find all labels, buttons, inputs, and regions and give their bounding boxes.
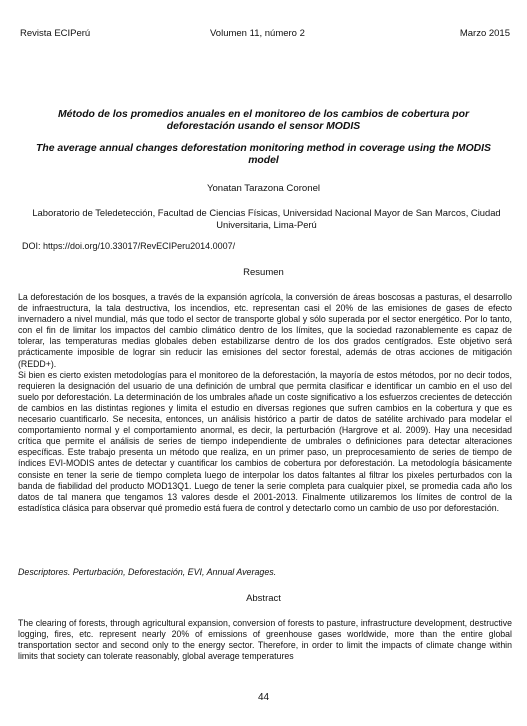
resumen-paragraph-1: La deforestación de los bosques, a través de la expansión agrícola, la conversión de áreas boscosas a pasturas, el desarrollo de infraestructura, la tala destructiva, los incendios, etc. representan casi el 20% de las emisiones de gases de efecto invernadero a nivel mundial, más que todo el sector de transporte global y sólo superada por el sector energético. Por lo tanto, con el fin de limitar los impactos del cambio climático dentro de los límites, que la sociedad razonablemente es capaz de tolerar, las temperaturas medias globales deben estabilizarse dentro de los dos grados centígrados. Este objetivo será prácticamente imposible de lograr sin reducir las emisiones del sector forestal, además de otras acciones de mitigación (REDD+). [18,292,512,369]
resumen-heading: Resumen [243,267,284,278]
title-english: The average annual changes deforestation monitoring method in coverage using the MODIS model [36,143,491,166]
author-affiliation: Laboratorio de Teledetección, Facultad de Ciencias Físicas, Universidad Nacional Mayor de San Marcos, Ciudad Universitaria, Lima-Perú [32,207,501,230]
abstract-heading: Abstract [246,593,281,604]
running-header [20,28,510,42]
keywords-line: Descriptores. Perturbación, Deforestación, EVI, Annual Averages. [18,567,277,577]
resumen-paragraph-2: Si bien es cierto existen metodologías para el monitoreo de la deforestación, la mayoría de estos métodos, por no decir todos, requieren la designación del usuario de una definición de umbral que permita clasificar e identificar un cambio en el uso del suelo por deforestación. La determinación de los umbrales añade un coste significativo a los esfuerzos crecientes de detección de cambios en las distintas regiones y limita el estudio en diversas regiones que sufren cambios en la cobertura y que es necesario cuantificarlo. Se necesita, entonces, un análisis histórico a partir de datos de satélite archivado para modelar el comportamiento normal y el comportamiento anormal, es decir, la perturbación (Hargrove et al. 2009). Hay una necesidad crítica que permite el análisis de series de tiempo independiente de umbrales o definiciones para detectar alteraciones específicas. Este trabajo presenta un método que realiza, en un primer paso, un preprocesamiento de series de tiempo de índices EVI-MODIS antes de detectar y cuantificar los cambios de cobertura por deforestación. La metodología básicamente consiste en tener la serie de tiempo completa luego de interpolar los datos faltantes al filtrar los pixeles perturbados con la banda de fiabilidad del producto MOD13Q1. Luego de tener la serie completa para cualquier pixel, se promedia cada año los datos de tal manera que tengamos 13 valores desde el 2001-2013. Finalmente utilizaremos los límites de control de la estadística clásica para observar qué promedio está fuera de control y detectarlo como un cambio de uso por deforestación. [18,369,512,513]
author-name: Yonatan Tarazona Coronel [206,183,321,194]
page-number: 44 [257,692,270,703]
title-spanish: Método de los promedios anuales en el monitoreo de los cambios de cobertura por deforestación usando el sensor MODIS [57,109,470,132]
abstract-body [18,618,512,662]
resumen-body [18,292,512,514]
volume-issue: Volumen 11, número 2 [210,28,305,39]
publication-date: Marzo 2015 [459,28,510,39]
abstract-paragraph: The clearing of forests, through agricultural expansion, conversion of forests to pasture, infrastructure development, destructive logging, fires, etc. represent nearly 20% of emissions of greenhouse gases worldwide, more than the entire global transportation sector and second only to the energy sector. Therefore, in order to limit the impacts of climate change within limits that society can tolerate reasonably, global average temperatures [18,618,512,662]
journal-name: Revista ECIPerú [20,28,91,39]
doi-link[interactable]: DOI: https://doi.org/10.33017/RevECIPeru2014.0007/ [22,241,236,251]
